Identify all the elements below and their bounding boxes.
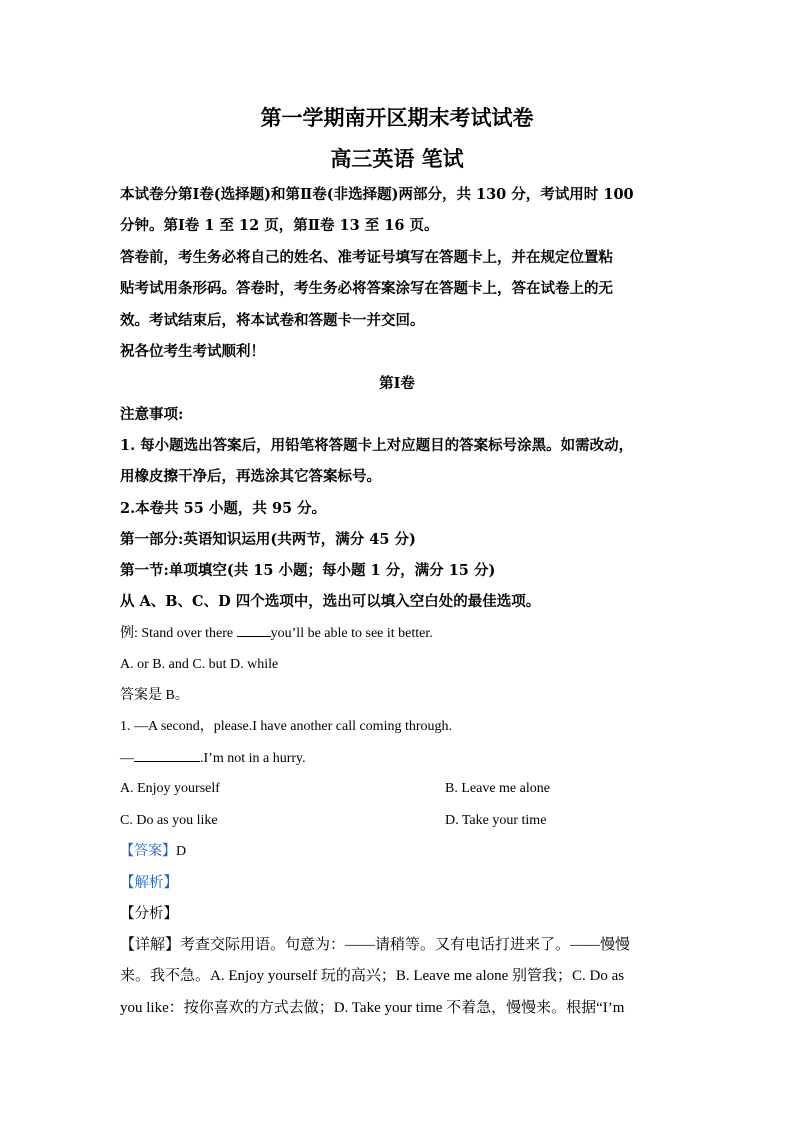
analysis-label: 【解析】 <box>120 875 178 891</box>
intro-line-5: 效。考试结束后，将本试卷和答题卡一并交回。 <box>120 312 425 329</box>
intro-line-2: 分钟。第Ⅰ卷 1 至 12 页，第Ⅱ卷 13 至 16 页。 <box>120 217 439 234</box>
exam-title: 第一学期南开区期末考试试卷 <box>260 105 534 130</box>
option-a: A. Enjoy yourself <box>120 781 220 796</box>
intro-line-1: 本试卷分第Ⅰ卷(选择题)和第Ⅱ卷(非选择题)两部分，共 130 分，考试用时 100 <box>120 186 634 203</box>
question-1-stem: 1. —A second，please.I have another call coming through. <box>120 719 453 734</box>
notes-heading: 注意事项: <box>120 406 184 423</box>
example-options: A. or B. and C. but D. while <box>120 657 279 672</box>
answer-value: D <box>176 844 187 859</box>
answer-label: 【答案】 <box>120 844 176 859</box>
intro-line-4: 贴考试用条形码。答卷时，考生务必将答案涂写在答题卡上，答在试卷上的无 <box>120 280 613 297</box>
intro-line-3: 答卷前，考生务必将自己的姓名、准考证号填写在答题卡上，并在规定位置粘 <box>120 249 613 266</box>
detail-line-1: 【详解】考查交际用语。句意为：——请稍等。又有电话打进来了。——慢慢 <box>120 937 631 953</box>
option-c: C. Do as you like <box>120 813 218 828</box>
section-title: 第Ⅰ卷 <box>379 375 415 392</box>
example-blank <box>237 623 271 637</box>
question-1-reply-after: .I’m not in a hurry. <box>200 751 306 766</box>
question-1-reply <box>120 748 680 769</box>
exam-subtitle: 高三英语 笔试 <box>330 146 464 171</box>
analysis-sub-label: 【分析】 <box>120 906 178 922</box>
example-stem <box>120 623 680 644</box>
intro-line-6: 祝各位考生考试顺利！ <box>120 343 265 360</box>
detail-line-2: 来。我不急。A. Enjoy yourself 玩的高兴；B. Leave me alone 别管我；C. Do as <box>120 968 625 984</box>
example-stem-after: you’ll be able to see it better. <box>270 626 433 641</box>
question-1-blank <box>134 748 200 762</box>
example-stem-before: 例: Stand over there <box>120 626 237 641</box>
section-1-heading: 第一节:单项填空(共 15 小题；每小题 1 分，满分 15 分) <box>120 562 496 579</box>
option-b: B. Leave me alone <box>445 781 550 796</box>
answer-line <box>120 842 680 862</box>
option-d: D. Take your time <box>445 813 547 828</box>
instruction: 从 A、B、C、D 四个选项中，选出可以填入空白处的最佳选项。 <box>120 593 541 610</box>
notes-item-2: 2.本卷共 55 小题，共 95 分。 <box>120 500 327 517</box>
detail-line-3: you like：按你喜欢的方式去做；D. Take your time 不着急，慢慢来。根据“I’m <box>120 1000 625 1016</box>
question-1-reply-prefix: — <box>120 751 134 766</box>
notes-item-1a: 1. 每小题选出答案后，用铅笔将答题卡上对应题目的答案标号涂黑。如需改动， <box>120 437 634 454</box>
notes-item-1b: 用橡皮擦干净后，再选涂其它答案标号。 <box>120 468 381 485</box>
part-1-heading: 第一部分:英语知识运用(共两节，满分 45 分) <box>120 531 416 548</box>
example-answer: 答案是 B。 <box>120 688 189 703</box>
